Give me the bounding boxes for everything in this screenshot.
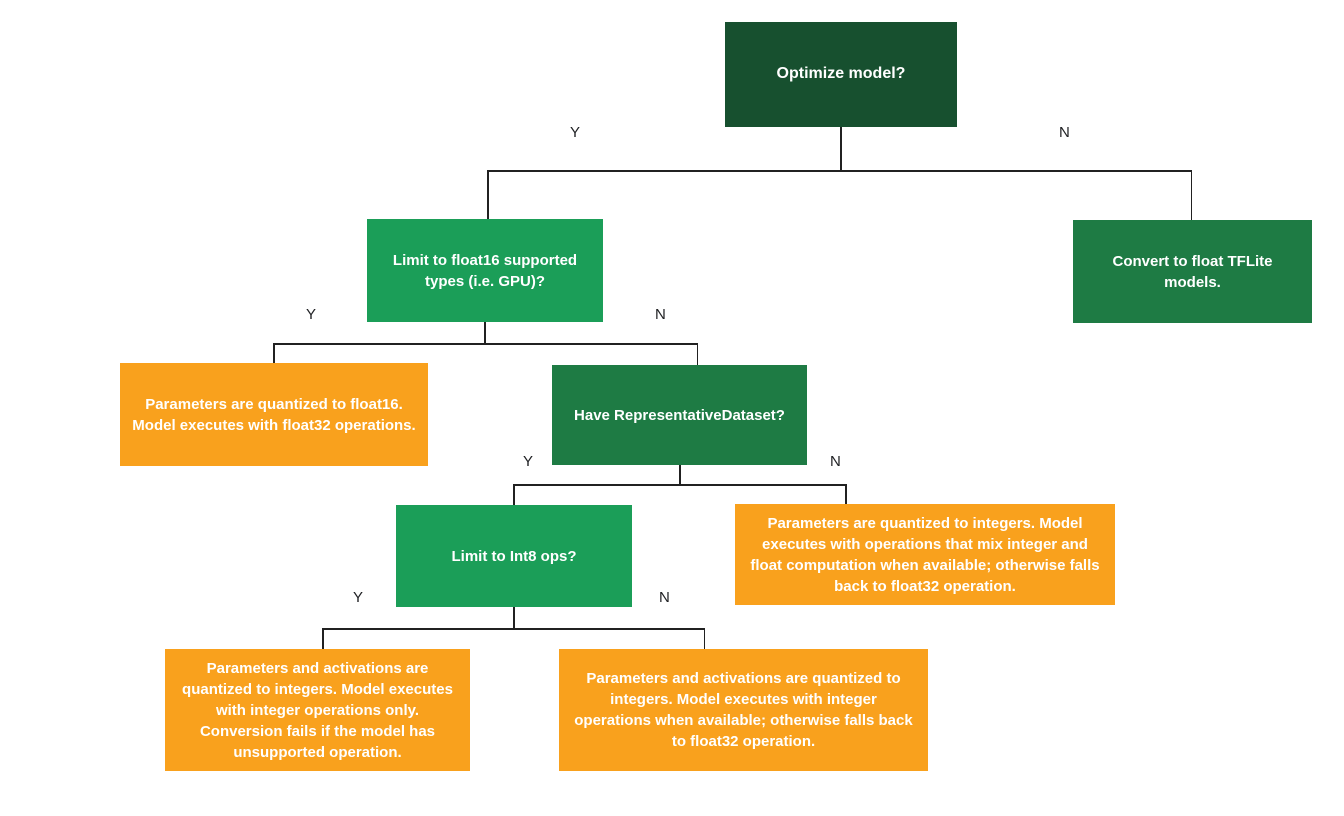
edge-label-yes: Y	[570, 124, 581, 141]
node-convert-float-tflite: Convert to float TFLite models.	[1073, 220, 1312, 323]
node-have-representative-dataset: Have RepresentativeDataset?	[552, 365, 807, 465]
connector-line	[840, 127, 842, 170]
edge-label-no: N	[830, 453, 841, 470]
connector-line	[1191, 170, 1193, 220]
connector-line	[697, 343, 699, 365]
node-limit-int8-ops: Limit to Int8 ops?	[396, 505, 632, 607]
edge-label-no: N	[659, 589, 670, 606]
node-limit-float16: Limit to float16 supported types (i.e. GPU)?	[367, 219, 603, 322]
edge-label-yes: Y	[306, 306, 317, 323]
node-int8-only-result: Parameters and activations are quantized to integers. Model executes with integer operations only. Conversion fails if the model has unsupported operation.	[165, 649, 470, 771]
connector-line	[322, 628, 324, 649]
connector-line	[273, 343, 698, 345]
edge-label-no: N	[655, 306, 666, 323]
connector-line	[704, 628, 706, 649]
connector-line	[513, 484, 846, 486]
node-optimize-model: Optimize model?	[725, 22, 957, 127]
edge-label-no: N	[1059, 124, 1070, 141]
node-int8-fallback-result: Parameters and activations are quantized to integers. Model executes with integer operations when available; otherwise falls back to float32 operation.	[559, 649, 928, 771]
node-float16-result: Parameters are quantized to float16. Model executes with float32 operations.	[120, 363, 428, 466]
connector-line	[845, 484, 847, 504]
connector-line	[513, 484, 515, 505]
connector-line	[513, 607, 515, 628]
edge-label-yes: Y	[353, 589, 364, 606]
node-dynamic-range-result: Parameters are quantized to integers. Model executes with operations that mix integer and float computation when available; otherwise falls back to float32 operation.	[735, 504, 1115, 605]
edge-label-yes: Y	[523, 453, 534, 470]
connector-line	[484, 322, 486, 343]
connector-line	[679, 465, 681, 484]
connector-line	[322, 628, 705, 630]
connector-line	[487, 170, 489, 219]
connector-line	[273, 343, 275, 363]
connector-line	[487, 170, 1192, 172]
